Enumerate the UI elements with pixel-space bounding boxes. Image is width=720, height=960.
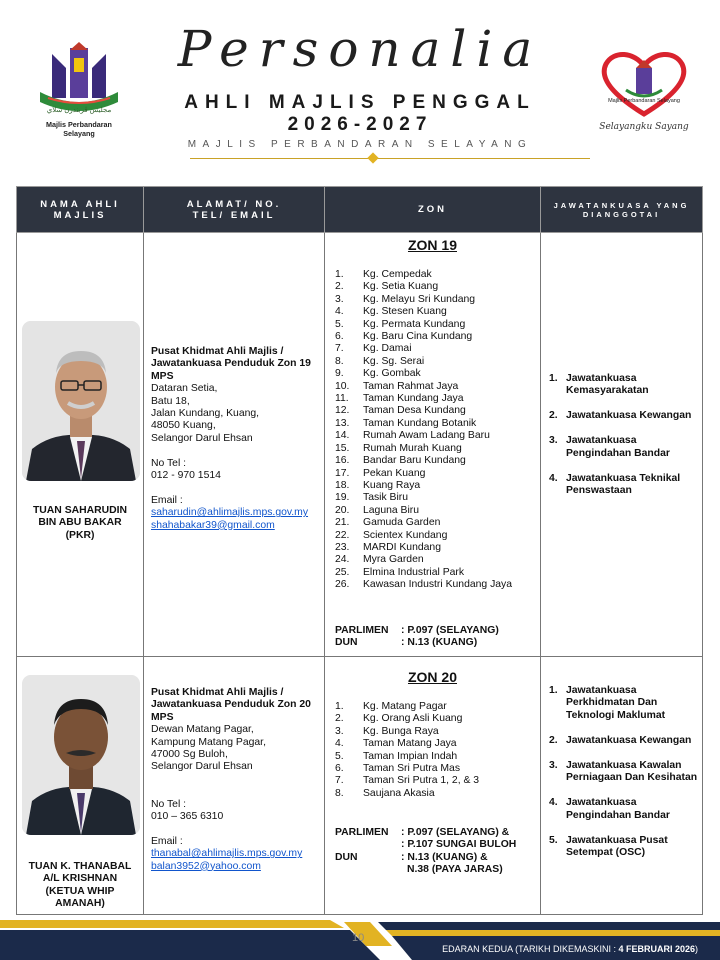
office-title: Pusat Khidmat Ahli Majlis / Jawatankuasa Penduduk Zon 20 MPS	[151, 687, 311, 723]
committee-item: 3. Jawatankuasa Pengindahan Bandar	[549, 435, 670, 459]
member-zone-cell	[325, 233, 541, 657]
committee-item: 1. Jawatankuasa Kemasyarakatan	[549, 373, 649, 397]
tel-number: 012 - 970 1514	[151, 470, 221, 482]
header-address: ALAMAT/ NO. TEL/ EMAIL	[144, 187, 325, 233]
zone-area-item: 3. Kg. Bunga Raya	[335, 725, 439, 737]
zone-area-list	[335, 701, 479, 800]
tel-label: No Tel :	[151, 798, 187, 810]
constituency-info	[335, 625, 499, 650]
office-title: Pusat Khidmat Ahli Majlis / Jawatankuasa Penduduk Zon 19 MPS	[151, 346, 311, 382]
member-address-cell	[144, 233, 325, 657]
zone-area-item: 20. Laguna Biru	[335, 504, 420, 516]
parlimen-label: PARLIMEN	[335, 625, 389, 636]
zone-area-item: 7. Kg. Damai	[335, 343, 412, 355]
right-logo-text: Majlis Perbandaran Selayang	[608, 98, 680, 104]
member-committee-cell	[541, 657, 703, 915]
page-footer	[0, 912, 720, 960]
committee-item: 1. Jawatankuasa Perkhidmatan Dan Teknologi Maklumat	[549, 685, 666, 721]
zone-area-item: 16. Bandar Baru Kundang	[335, 455, 466, 467]
zone-area-item: 25. Elmina Industrial Park	[335, 566, 465, 578]
zone-area-item: 7. Taman Sri Putra 1, 2, & 3	[335, 775, 480, 787]
tel-number: 010 – 365 6310	[151, 811, 224, 823]
parlimen-label: PARLIMEN	[335, 827, 389, 838]
zone-area-item: 2. Kg. Setia Kuang	[335, 281, 439, 293]
zone-area-item: 11. Taman Kundang Jaya	[335, 393, 464, 405]
zone-area-item: 24. Myra Garden	[335, 554, 424, 566]
page-title-year: 2026-2027	[287, 114, 433, 135]
page-header	[0, 0, 720, 178]
zone-area-item: 23. MARDI Kundang	[335, 541, 441, 553]
zone-area-item: 22. Scientex Kundang	[335, 529, 448, 541]
page-number: 10	[352, 932, 365, 944]
zone-area-item: 26. Kawasan Industri Kundang Jaya	[335, 579, 513, 591]
dun-label: DUN	[335, 637, 358, 649]
committee-list	[549, 685, 698, 872]
address-line: 47000 Sg Buloh,	[151, 749, 228, 761]
parlimen-value: : P.097 (SELAYANG)	[401, 625, 499, 636]
zone-area-list	[335, 269, 512, 592]
member-name-cell	[17, 233, 144, 657]
committee-item: 2. Jawatankuasa Kewangan	[549, 410, 692, 422]
zone-area-item: 1. Kg. Cempedak	[335, 269, 432, 280]
table-header-row	[17, 187, 703, 233]
parlimen-value: : P.107 SUNGAI BULOH	[401, 839, 517, 851]
zone-area-item: 13. Taman Kundang Botanik	[335, 417, 477, 429]
member-name: TUAN SAHARUDIN BIN ABU BAKAR (PKR)	[32, 505, 128, 541]
email-link[interactable]: balan3952@yahoo.com	[151, 860, 261, 872]
page-subtitle: MAJLIS PERBANDARAN SELAYANG	[187, 139, 533, 150]
email-link[interactable]: saharudin@ahlimajlis.mps.gov.my	[151, 507, 309, 519]
address-line: Selangor Darul Ehsan	[151, 432, 253, 444]
committee-list	[549, 373, 698, 510]
left-logo-text: Majlis Perbandaran Selayang	[46, 120, 112, 138]
zone-area-item: 5. Kg. Permata Kundang	[335, 318, 466, 330]
zone-area-item: 8. Saujana Akasia	[335, 787, 435, 799]
committee-item: 4. Jawatankuasa Pengindahan Bandar	[549, 797, 670, 821]
dun-value: : N.13 (KUANG) &	[401, 851, 488, 863]
zone-area-item: 9. Kg. Gombak	[335, 368, 421, 380]
right-logo-script: Selayangku Sayang	[599, 122, 689, 132]
zone-area-item: 1. Kg. Matang Pagar	[335, 701, 447, 712]
address-line: Jalan Kundang, Kuang,	[151, 408, 260, 420]
zone-area-item: 2. Kg. Orang Asli Kuang	[335, 713, 463, 725]
email-link[interactable]: shahabakar39@gmail.com	[151, 519, 275, 531]
member-name-cell	[17, 657, 144, 915]
page-title: AHLI MAJLIS PENGGAL	[184, 92, 536, 113]
member-photo	[22, 675, 140, 835]
member-photo	[22, 321, 140, 481]
tel-label: No Tel :	[151, 457, 187, 469]
committee-item: 4. Jawatankuasa Teknikal Penswastaan	[549, 472, 681, 497]
member-table-wrapper	[16, 186, 702, 915]
member-zone-cell	[325, 657, 541, 915]
zone-area-item: 6. Kg. Baru Cina Kundang	[335, 331, 473, 343]
left-logo-jawi: مجليس ڤربندرن سلاي	[46, 107, 112, 114]
table-row	[17, 233, 703, 657]
address-line: 48050 Kuang,	[151, 420, 216, 432]
zone-area-item: 12. Taman Desa Kundang	[335, 405, 466, 417]
address-line: Dewan Matang Pagar,	[151, 724, 254, 736]
member-table	[16, 186, 703, 915]
revision-date: 4 FEBRUARI 2026	[618, 944, 695, 954]
committee-item: 2. Jawatankuasa Kewangan	[549, 734, 692, 746]
table-row	[17, 657, 703, 915]
zone-area-item: 15. Rumah Murah Kuang	[335, 442, 462, 454]
zone-area-item: 19. Tasik Biru	[335, 492, 409, 504]
zone-area-item: 8. Kg. Sg. Serai	[335, 355, 425, 367]
diamond-icon	[367, 152, 378, 163]
header-zone: ZON	[325, 187, 541, 233]
committee-item: 3. Jawatankuasa Kawalan Perniagaan Dan Kesihatan	[549, 759, 698, 784]
zone-area-item: 21. Gamuda Garden	[335, 517, 441, 529]
zone-area-item: 10. Taman Rahmat Jaya	[335, 380, 459, 392]
revision-note: EDARAN KEDUA (TARIKH DIKEMASKINI : 4 FEBRUARI 2026)	[442, 944, 698, 954]
dun-value: N.38 (PAYA JARAS)	[407, 864, 503, 876]
zone-area-item: 4. Kg. Stesen Kuang	[335, 306, 447, 318]
dun-label: DUN	[335, 851, 358, 863]
email-label: Email :	[151, 494, 183, 506]
zone-area-item: 6. Taman Sri Putra Mas	[335, 763, 461, 775]
dun-value: : N.13 (KUANG)	[401, 637, 478, 649]
header-name: NAMA AHLI MAJLIS	[17, 187, 144, 233]
zone-area-item: 3. Kg. Melayu Sri Kundang	[335, 293, 476, 305]
script-title: Personalia	[177, 20, 543, 78]
member-committee-cell	[541, 233, 703, 657]
address-line: Kampung Matang Pagar,	[151, 736, 266, 748]
zone-area-item: 4. Taman Matang Jaya	[335, 738, 457, 750]
member-address-cell	[144, 657, 325, 915]
address-line: Batu 18,	[151, 395, 190, 407]
zone-title: ZON 20	[407, 669, 457, 685]
zone-area-item: 14. Rumah Awam Ladang Baru	[335, 430, 490, 442]
address-line: Selangor Darul Ehsan	[151, 761, 253, 773]
header-divider	[190, 158, 590, 159]
mps-heart-logo-right	[598, 50, 690, 142]
member-name: TUAN K. THANABAL A/L KRISHNAN (KETUA WHIP AMANAH)	[28, 861, 132, 910]
parlimen-value: : P.097 (SELAYANG) &	[401, 827, 510, 838]
address-line: Dataran Setia,	[151, 383, 218, 395]
header-committee: JAWATANKUASA YANG DIANGGOTAI	[541, 187, 703, 233]
zone-area-item: 18. Kuang Raya	[335, 479, 421, 491]
constituency-info	[335, 827, 516, 877]
zone-area-item: 17. Pekan Kuang	[335, 467, 426, 479]
email-link[interactable]: thanabal@ahlimajlis.mps.gov.my	[151, 848, 303, 860]
email-label: Email :	[151, 835, 183, 847]
committee-item: 5. Jawatankuasa Pusat Setempat (OSC)	[549, 834, 668, 859]
zone-area-item: 5. Taman Impian Indah	[335, 750, 458, 762]
zone-title: ZON 19	[407, 237, 457, 253]
